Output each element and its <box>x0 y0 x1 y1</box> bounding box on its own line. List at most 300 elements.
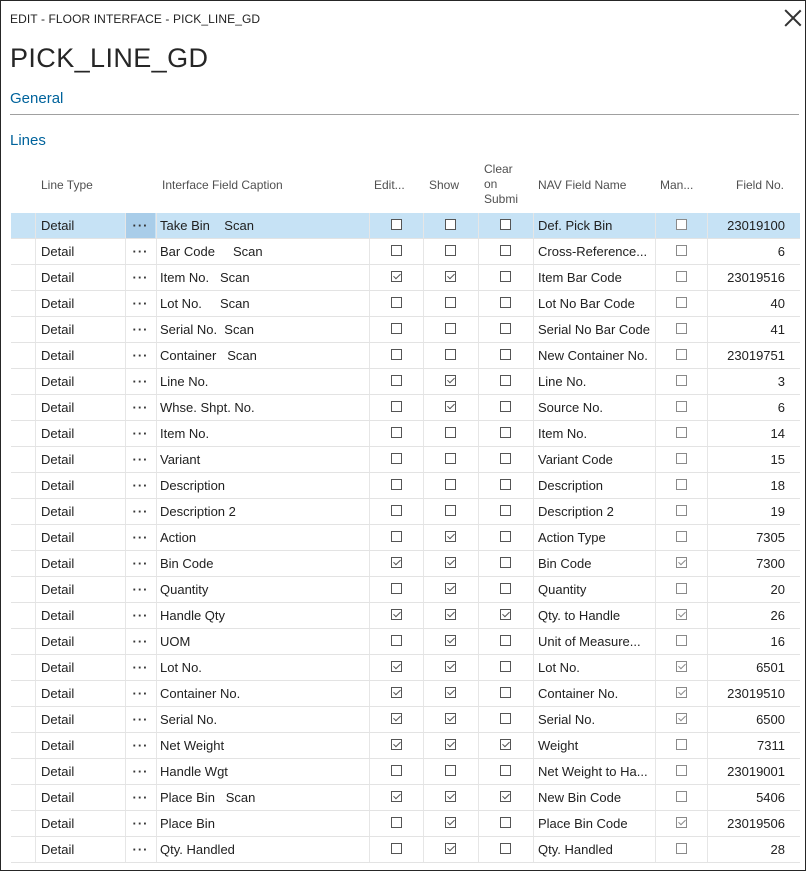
checkbox-show[interactable] <box>445 609 456 620</box>
checkbox-show[interactable] <box>445 687 456 698</box>
column-divider <box>478 759 479 784</box>
checkbox-show[interactable] <box>445 427 456 438</box>
more-dots-icon[interactable]: ··· <box>132 686 149 701</box>
checkbox-mandatory[interactable] <box>676 531 687 542</box>
cell-line-type[interactable]: Detail <box>41 348 75 363</box>
column-divider <box>478 603 479 628</box>
cell-line-type[interactable]: Detail <box>41 426 75 441</box>
more-dots-icon[interactable]: ··· <box>132 426 149 441</box>
cell-caption[interactable]: Place Bin Scan <box>160 790 256 805</box>
checkbox-mandatory[interactable] <box>676 245 687 256</box>
checkbox-clear-on-submit[interactable] <box>500 583 511 594</box>
cell-field-no[interactable]: 6501 <box>756 660 785 675</box>
column-header-editable[interactable]: Edit... <box>374 178 405 192</box>
column-divider <box>423 447 424 472</box>
cell-nav-field-name[interactable]: Source No. <box>538 400 604 415</box>
checkbox-clear-on-submit[interactable] <box>500 609 511 620</box>
checkbox-clear-on-submit[interactable] <box>500 687 511 698</box>
cell-nav-field-name[interactable]: New Container No. <box>538 348 648 363</box>
checkbox-editable[interactable] <box>391 843 402 854</box>
cell-line-type[interactable]: Detail <box>41 530 75 545</box>
column-divider <box>533 213 534 238</box>
checkbox-show[interactable] <box>445 297 456 308</box>
table-row[interactable] <box>11 655 800 681</box>
column-divider <box>478 837 479 862</box>
cell-caption[interactable]: Serial No. <box>160 712 218 727</box>
table-row[interactable] <box>11 733 800 759</box>
checkbox-clear-on-submit[interactable] <box>500 401 511 412</box>
column-divider <box>156 811 157 836</box>
cell-line-type[interactable]: Detail <box>41 686 75 701</box>
cell-caption[interactable]: Bar Code Scan <box>160 244 263 259</box>
checkbox-clear-on-submit[interactable] <box>500 557 511 568</box>
checkbox-editable[interactable] <box>391 609 402 620</box>
cell-nav-field-name[interactable]: Action Type <box>538 530 606 545</box>
table-row[interactable] <box>11 759 800 785</box>
cell-caption[interactable]: Item No. <box>160 426 210 441</box>
table-row[interactable] <box>11 811 800 837</box>
column-divider <box>35 837 36 862</box>
checkbox-show[interactable] <box>445 817 456 828</box>
checkbox-mandatory[interactable] <box>676 609 687 620</box>
checkbox-editable[interactable] <box>391 531 402 542</box>
cell-field-no[interactable]: 14 <box>770 426 785 441</box>
column-divider <box>533 811 534 836</box>
column-divider <box>478 213 479 238</box>
checkbox-mandatory[interactable] <box>676 713 687 724</box>
column-divider <box>423 369 424 394</box>
cell-field-no[interactable]: 7300 <box>756 556 785 571</box>
more-dots-icon[interactable]: ··· <box>132 660 149 675</box>
column-divider <box>533 629 534 654</box>
checkbox-clear-on-submit[interactable] <box>500 713 511 724</box>
checkbox-mandatory[interactable] <box>676 817 687 828</box>
cell-line-type[interactable]: Detail <box>41 296 75 311</box>
checkbox-mandatory[interactable] <box>676 479 687 490</box>
more-dots-icon[interactable]: ··· <box>132 322 149 337</box>
checkbox-clear-on-submit[interactable] <box>500 791 511 802</box>
column-divider <box>369 811 370 836</box>
column-divider <box>478 369 479 394</box>
cell-nav-field-name[interactable]: Bin Code <box>538 556 592 571</box>
cell-nav-field-name[interactable]: Description 2 <box>538 504 614 519</box>
cell-field-no[interactable]: 6 <box>777 400 785 415</box>
checkbox-mandatory[interactable] <box>676 349 687 360</box>
cell-line-type[interactable]: Detail <box>41 244 75 259</box>
cell-caption[interactable]: Quantity <box>160 582 209 597</box>
table-row[interactable] <box>11 577 800 603</box>
table-row[interactable] <box>11 421 800 447</box>
cell-line-type[interactable]: Detail <box>41 452 75 467</box>
column-divider <box>533 603 534 628</box>
table-row[interactable] <box>11 447 800 473</box>
column-header-line-type[interactable]: Line Type <box>41 178 93 192</box>
checkbox-show[interactable] <box>445 349 456 360</box>
cell-field-no[interactable]: 15 <box>770 452 785 467</box>
checkbox-show[interactable] <box>445 661 456 672</box>
column-divider <box>423 395 424 420</box>
column-divider <box>478 421 479 446</box>
cell-line-type[interactable]: Detail <box>41 504 75 519</box>
cell-nav-field-name[interactable]: Description <box>538 478 604 493</box>
table-row[interactable] <box>11 707 800 733</box>
cell-field-no[interactable]: 23019506 <box>727 816 785 831</box>
cell-line-type[interactable]: Detail <box>41 712 75 727</box>
cell-caption[interactable]: Line No. <box>160 374 209 389</box>
cell-line-type[interactable]: Detail <box>41 374 75 389</box>
checkbox-editable[interactable] <box>391 661 402 672</box>
cell-line-type[interactable]: Detail <box>41 738 75 753</box>
checkbox-clear-on-submit[interactable] <box>500 739 511 750</box>
checkbox-clear-on-submit[interactable] <box>500 427 511 438</box>
checkbox-clear-on-submit[interactable] <box>500 661 511 672</box>
column-divider <box>478 265 479 290</box>
checkbox-mandatory[interactable] <box>676 271 687 282</box>
more-dots-icon[interactable]: ··· <box>132 478 149 493</box>
checkbox-editable[interactable] <box>391 219 402 230</box>
checkbox-mandatory[interactable] <box>676 739 687 750</box>
checkbox-clear-on-submit[interactable] <box>500 843 511 854</box>
checkbox-show[interactable] <box>445 479 456 490</box>
column-divider <box>478 343 479 368</box>
cell-nav-field-name[interactable]: Qty. Handled <box>538 842 613 857</box>
cell-caption[interactable]: Action <box>160 530 197 545</box>
cell-field-no[interactable]: 18 <box>770 478 785 493</box>
more-dots-icon[interactable]: ··· <box>132 270 149 285</box>
cell-line-type[interactable]: Detail <box>41 764 75 779</box>
cell-caption[interactable]: UOM <box>160 634 191 649</box>
checkbox-mandatory[interactable] <box>676 583 687 594</box>
grid-body <box>11 213 800 863</box>
column-divider <box>35 603 36 628</box>
cell-field-no[interactable]: 23019516 <box>727 270 785 285</box>
table-row[interactable] <box>11 369 800 395</box>
cell-caption[interactable]: Handle Qty <box>160 608 226 623</box>
column-header-nav-field[interactable]: NAV Field Name <box>538 178 627 192</box>
divider <box>10 114 799 115</box>
checkbox-editable[interactable] <box>391 427 402 438</box>
more-dots-icon[interactable]: ··· <box>132 244 149 259</box>
column-divider <box>423 759 424 784</box>
cell-field-no[interactable]: 6500 <box>756 712 785 727</box>
checkbox-mandatory[interactable] <box>676 323 687 334</box>
checkbox-mandatory[interactable] <box>676 791 687 802</box>
checkbox-editable[interactable] <box>391 687 402 698</box>
column-divider <box>156 317 157 342</box>
cell-line-type[interactable]: Detail <box>41 478 75 493</box>
cell-field-no[interactable]: 6 <box>777 244 785 259</box>
checkbox-mandatory[interactable] <box>676 661 687 672</box>
cell-nav-field-name[interactable]: Lot No. <box>538 660 580 675</box>
table-row[interactable] <box>11 265 800 291</box>
cell-field-no[interactable]: 3 <box>777 374 785 389</box>
checkbox-editable[interactable] <box>391 323 402 334</box>
checkbox-clear-on-submit[interactable] <box>500 323 511 334</box>
checkbox-show[interactable] <box>445 323 456 334</box>
checkbox-show[interactable] <box>445 765 456 776</box>
cell-field-no[interactable]: 16 <box>770 634 785 649</box>
cell-nav-field-name[interactable]: Net Weight to Ha... <box>538 764 648 779</box>
cell-nav-field-name[interactable]: Def. Pick Bin <box>538 218 613 233</box>
cell-nav-field-name[interactable]: Qty. to Handle <box>538 608 621 623</box>
checkbox-show[interactable] <box>445 219 456 230</box>
checkbox-mandatory[interactable] <box>676 297 687 308</box>
checkbox-editable[interactable] <box>391 349 402 360</box>
cell-line-type[interactable]: Detail <box>41 556 75 571</box>
grid-header <box>11 157 800 213</box>
column-divider <box>156 213 157 238</box>
cell-line-type[interactable]: Detail <box>41 270 75 285</box>
cell-caption[interactable]: Variant <box>160 452 201 467</box>
table-row[interactable] <box>11 551 800 577</box>
column-divider <box>35 681 36 706</box>
cell-nav-field-name[interactable]: Variant Code <box>538 452 613 467</box>
cell-field-no[interactable]: 20 <box>770 582 785 597</box>
table-row[interactable] <box>11 499 800 525</box>
column-header-field-no[interactable]: Field No. <box>736 178 785 192</box>
cell-caption[interactable]: Whse. Shpt. No. <box>160 400 255 415</box>
cell-field-no[interactable]: 7311 <box>757 738 785 753</box>
cell-caption[interactable]: Description 2 <box>160 504 236 519</box>
checkbox-mandatory[interactable] <box>676 557 687 568</box>
checkbox-editable[interactable] <box>391 375 402 386</box>
cell-nav-field-name[interactable]: Weight <box>538 738 579 753</box>
column-header-clear-on-submit[interactable]: Clear on Submi <box>484 162 519 206</box>
table-row[interactable] <box>11 785 800 811</box>
checkbox-editable[interactable] <box>391 557 402 568</box>
cell-field-no[interactable]: 19 <box>770 504 785 519</box>
checkbox-clear-on-submit[interactable] <box>500 531 511 542</box>
checkbox-clear-on-submit[interactable] <box>500 219 511 230</box>
cell-line-type[interactable]: Detail <box>41 322 75 337</box>
column-header-mandatory[interactable]: Man... <box>660 178 694 192</box>
cell-nav-field-name[interactable]: Unit of Measure... <box>538 634 641 649</box>
more-dots-icon[interactable]: ··· <box>132 530 149 545</box>
cell-caption[interactable]: Take Bin Scan <box>160 218 254 233</box>
cell-caption[interactable]: Description <box>160 478 226 493</box>
cell-caption[interactable]: Handle Wgt <box>160 764 228 779</box>
checkbox-mandatory[interactable] <box>676 427 687 438</box>
checkbox-editable[interactable] <box>391 245 402 256</box>
checkbox-mandatory[interactable] <box>676 219 687 230</box>
checkbox-editable[interactable] <box>391 739 402 750</box>
checkbox-editable[interactable] <box>391 453 402 464</box>
fasttab-general[interactable]: General <box>10 90 64 107</box>
checkbox-show[interactable] <box>445 713 456 724</box>
checkbox-mandatory[interactable] <box>676 375 687 386</box>
checkbox-mandatory[interactable] <box>676 453 687 464</box>
checkbox-clear-on-submit[interactable] <box>500 453 511 464</box>
checkbox-editable[interactable] <box>391 635 402 646</box>
cell-caption[interactable]: Container No. <box>160 686 241 701</box>
column-divider <box>369 707 370 732</box>
cell-field-no[interactable]: 23019100 <box>727 218 785 233</box>
cell-nav-field-name[interactable]: New Bin Code <box>538 790 622 805</box>
checkbox-clear-on-submit[interactable] <box>500 349 511 360</box>
more-dots-icon[interactable]: ··· <box>132 504 149 519</box>
cell-line-type[interactable]: Detail <box>41 842 75 857</box>
checkbox-clear-on-submit[interactable] <box>500 817 511 828</box>
table-row[interactable] <box>11 681 800 707</box>
checkbox-mandatory[interactable] <box>676 843 687 854</box>
cell-caption[interactable]: Net Weight <box>160 738 225 753</box>
cell-field-no[interactable]: 28 <box>770 842 785 857</box>
cell-caption[interactable]: Place Bin <box>160 816 215 831</box>
checkbox-mandatory[interactable] <box>676 765 687 776</box>
checkbox-clear-on-submit[interactable] <box>500 375 511 386</box>
column-divider <box>533 343 534 368</box>
cell-line-type[interactable]: Detail <box>41 634 75 649</box>
checkbox-show[interactable] <box>445 583 456 594</box>
table-row[interactable] <box>11 473 800 499</box>
cell-field-no[interactable]: 23019751 <box>727 348 785 363</box>
cell-nav-field-name[interactable]: Serial No. <box>538 712 596 727</box>
more-dots-icon[interactable]: ··· <box>126 213 155 238</box>
table-row[interactable] <box>11 239 800 265</box>
checkbox-editable[interactable] <box>391 271 402 282</box>
cell-nav-field-name[interactable]: Quantity <box>538 582 587 597</box>
column-divider <box>423 551 424 576</box>
more-dots-icon[interactable]: ··· <box>132 582 149 597</box>
table-row[interactable] <box>11 395 800 421</box>
checkbox-clear-on-submit[interactable] <box>500 297 511 308</box>
checkbox-show[interactable] <box>445 739 456 750</box>
table-row[interactable] <box>11 837 800 863</box>
checkbox-clear-on-submit[interactable] <box>500 765 511 776</box>
cell-field-no[interactable]: 40 <box>770 296 785 311</box>
checkbox-editable[interactable] <box>391 297 402 308</box>
column-divider <box>478 681 479 706</box>
column-divider <box>533 733 534 758</box>
checkbox-clear-on-submit[interactable] <box>500 271 511 282</box>
column-divider <box>533 551 534 576</box>
more-dots-icon[interactable]: ··· <box>132 842 149 857</box>
more-dots-icon[interactable]: ··· <box>132 764 149 779</box>
cell-nav-field-name[interactable]: Place Bin Code <box>538 816 628 831</box>
cell-nav-field-name[interactable]: Line No. <box>538 374 587 389</box>
cell-caption[interactable]: Lot No. Scan <box>160 296 250 311</box>
cell-field-no[interactable]: 7305 <box>756 530 785 545</box>
cell-line-type[interactable]: Detail <box>41 816 75 831</box>
checkbox-editable[interactable] <box>391 505 402 516</box>
column-divider <box>369 733 370 758</box>
cell-field-no[interactable]: 5406 <box>756 790 785 805</box>
checkbox-editable[interactable] <box>391 817 402 828</box>
cell-caption[interactable]: Bin Code <box>160 556 214 571</box>
more-dots-icon[interactable]: ··· <box>132 608 149 623</box>
cell-nav-field-name[interactable]: Serial No Bar Code <box>538 322 650 337</box>
cell-line-type[interactable]: Detail <box>41 608 75 623</box>
cell-line-type[interactable]: Detail <box>41 582 75 597</box>
column-header-show[interactable]: Show <box>429 178 460 192</box>
checkbox-mandatory[interactable] <box>676 505 687 516</box>
more-dots-icon[interactable]: ··· <box>132 712 149 727</box>
cell-field-no[interactable]: 23019001 <box>727 764 785 779</box>
cell-caption[interactable]: Item No. Scan <box>160 270 250 285</box>
checkbox-show[interactable] <box>445 843 456 854</box>
column-divider <box>369 551 370 576</box>
cell-caption[interactable]: Lot No. <box>160 660 202 675</box>
table-row[interactable] <box>11 317 800 343</box>
checkbox-show[interactable] <box>445 557 456 568</box>
cell-nav-field-name[interactable]: Cross-Reference... <box>538 244 648 259</box>
checkbox-show[interactable] <box>445 375 456 386</box>
more-dots-icon[interactable]: ··· <box>132 348 149 363</box>
checkbox-editable[interactable] <box>391 791 402 802</box>
more-dots-icon[interactable]: ··· <box>132 738 149 753</box>
more-dots-icon[interactable]: ··· <box>132 452 149 467</box>
checkbox-show[interactable] <box>445 635 456 646</box>
column-divider <box>156 837 157 862</box>
cell-nav-field-name[interactable]: Item No. <box>538 426 588 441</box>
checkbox-mandatory[interactable] <box>676 635 687 646</box>
checkbox-clear-on-submit[interactable] <box>500 245 511 256</box>
checkbox-mandatory[interactable] <box>676 401 687 412</box>
checkbox-clear-on-submit[interactable] <box>500 479 511 490</box>
checkbox-show[interactable] <box>445 401 456 412</box>
cell-nav-field-name[interactable]: Item Bar Code <box>538 270 622 285</box>
cell-line-type[interactable]: Detail <box>41 218 75 233</box>
table-row[interactable] <box>11 343 800 369</box>
checkbox-editable[interactable] <box>391 401 402 412</box>
more-dots-icon[interactable]: ··· <box>132 790 149 805</box>
cell-caption[interactable]: Qty. Handled <box>160 842 235 857</box>
column-header-caption[interactable]: Interface Field Caption <box>162 178 283 192</box>
checkbox-mandatory[interactable] <box>676 687 687 698</box>
column-divider <box>369 577 370 602</box>
checkbox-show[interactable] <box>445 271 456 282</box>
checkbox-show[interactable] <box>445 531 456 542</box>
checkbox-editable[interactable] <box>391 713 402 724</box>
checkbox-editable[interactable] <box>391 765 402 776</box>
cell-field-no[interactable]: 41 <box>770 322 785 337</box>
checkbox-show[interactable] <box>445 505 456 516</box>
more-dots-icon[interactable]: ··· <box>132 400 149 415</box>
more-dots-icon[interactable]: ··· <box>132 816 149 831</box>
more-dots-icon[interactable]: ··· <box>132 374 149 389</box>
cell-nav-field-name[interactable]: Container No. <box>538 686 619 701</box>
more-dots-icon[interactable]: ··· <box>132 634 149 649</box>
more-dots-icon[interactable]: ··· <box>132 296 149 311</box>
cell-caption[interactable]: Container Scan <box>160 348 257 363</box>
checkbox-editable[interactable] <box>391 583 402 594</box>
more-dots-icon[interactable]: ··· <box>132 556 149 571</box>
table-row[interactable] <box>11 603 800 629</box>
checkbox-clear-on-submit[interactable] <box>500 635 511 646</box>
table-row[interactable] <box>11 525 800 551</box>
table-row[interactable] <box>11 213 800 239</box>
column-divider <box>35 785 36 810</box>
checkbox-show[interactable] <box>445 453 456 464</box>
checkbox-show[interactable] <box>445 791 456 802</box>
column-divider <box>478 655 479 680</box>
checkbox-clear-on-submit[interactable] <box>500 505 511 516</box>
cell-line-type[interactable]: Detail <box>41 400 75 415</box>
column-divider <box>533 265 534 290</box>
cell-caption[interactable]: Serial No. Scan <box>160 322 254 337</box>
table-row[interactable] <box>11 291 800 317</box>
checkbox-editable[interactable] <box>391 479 402 490</box>
table-row[interactable] <box>11 629 800 655</box>
cell-field-no[interactable]: 23019510 <box>727 686 785 701</box>
cell-field-no[interactable]: 26 <box>770 608 785 623</box>
cell-line-type[interactable]: Detail <box>41 660 75 675</box>
fasttab-lines[interactable]: Lines <box>10 132 46 149</box>
cell-line-type[interactable]: Detail <box>41 790 75 805</box>
cell-nav-field-name[interactable]: Lot No Bar Code <box>538 296 635 311</box>
checkbox-show[interactable] <box>445 245 456 256</box>
close-icon[interactable] <box>781 6 805 30</box>
